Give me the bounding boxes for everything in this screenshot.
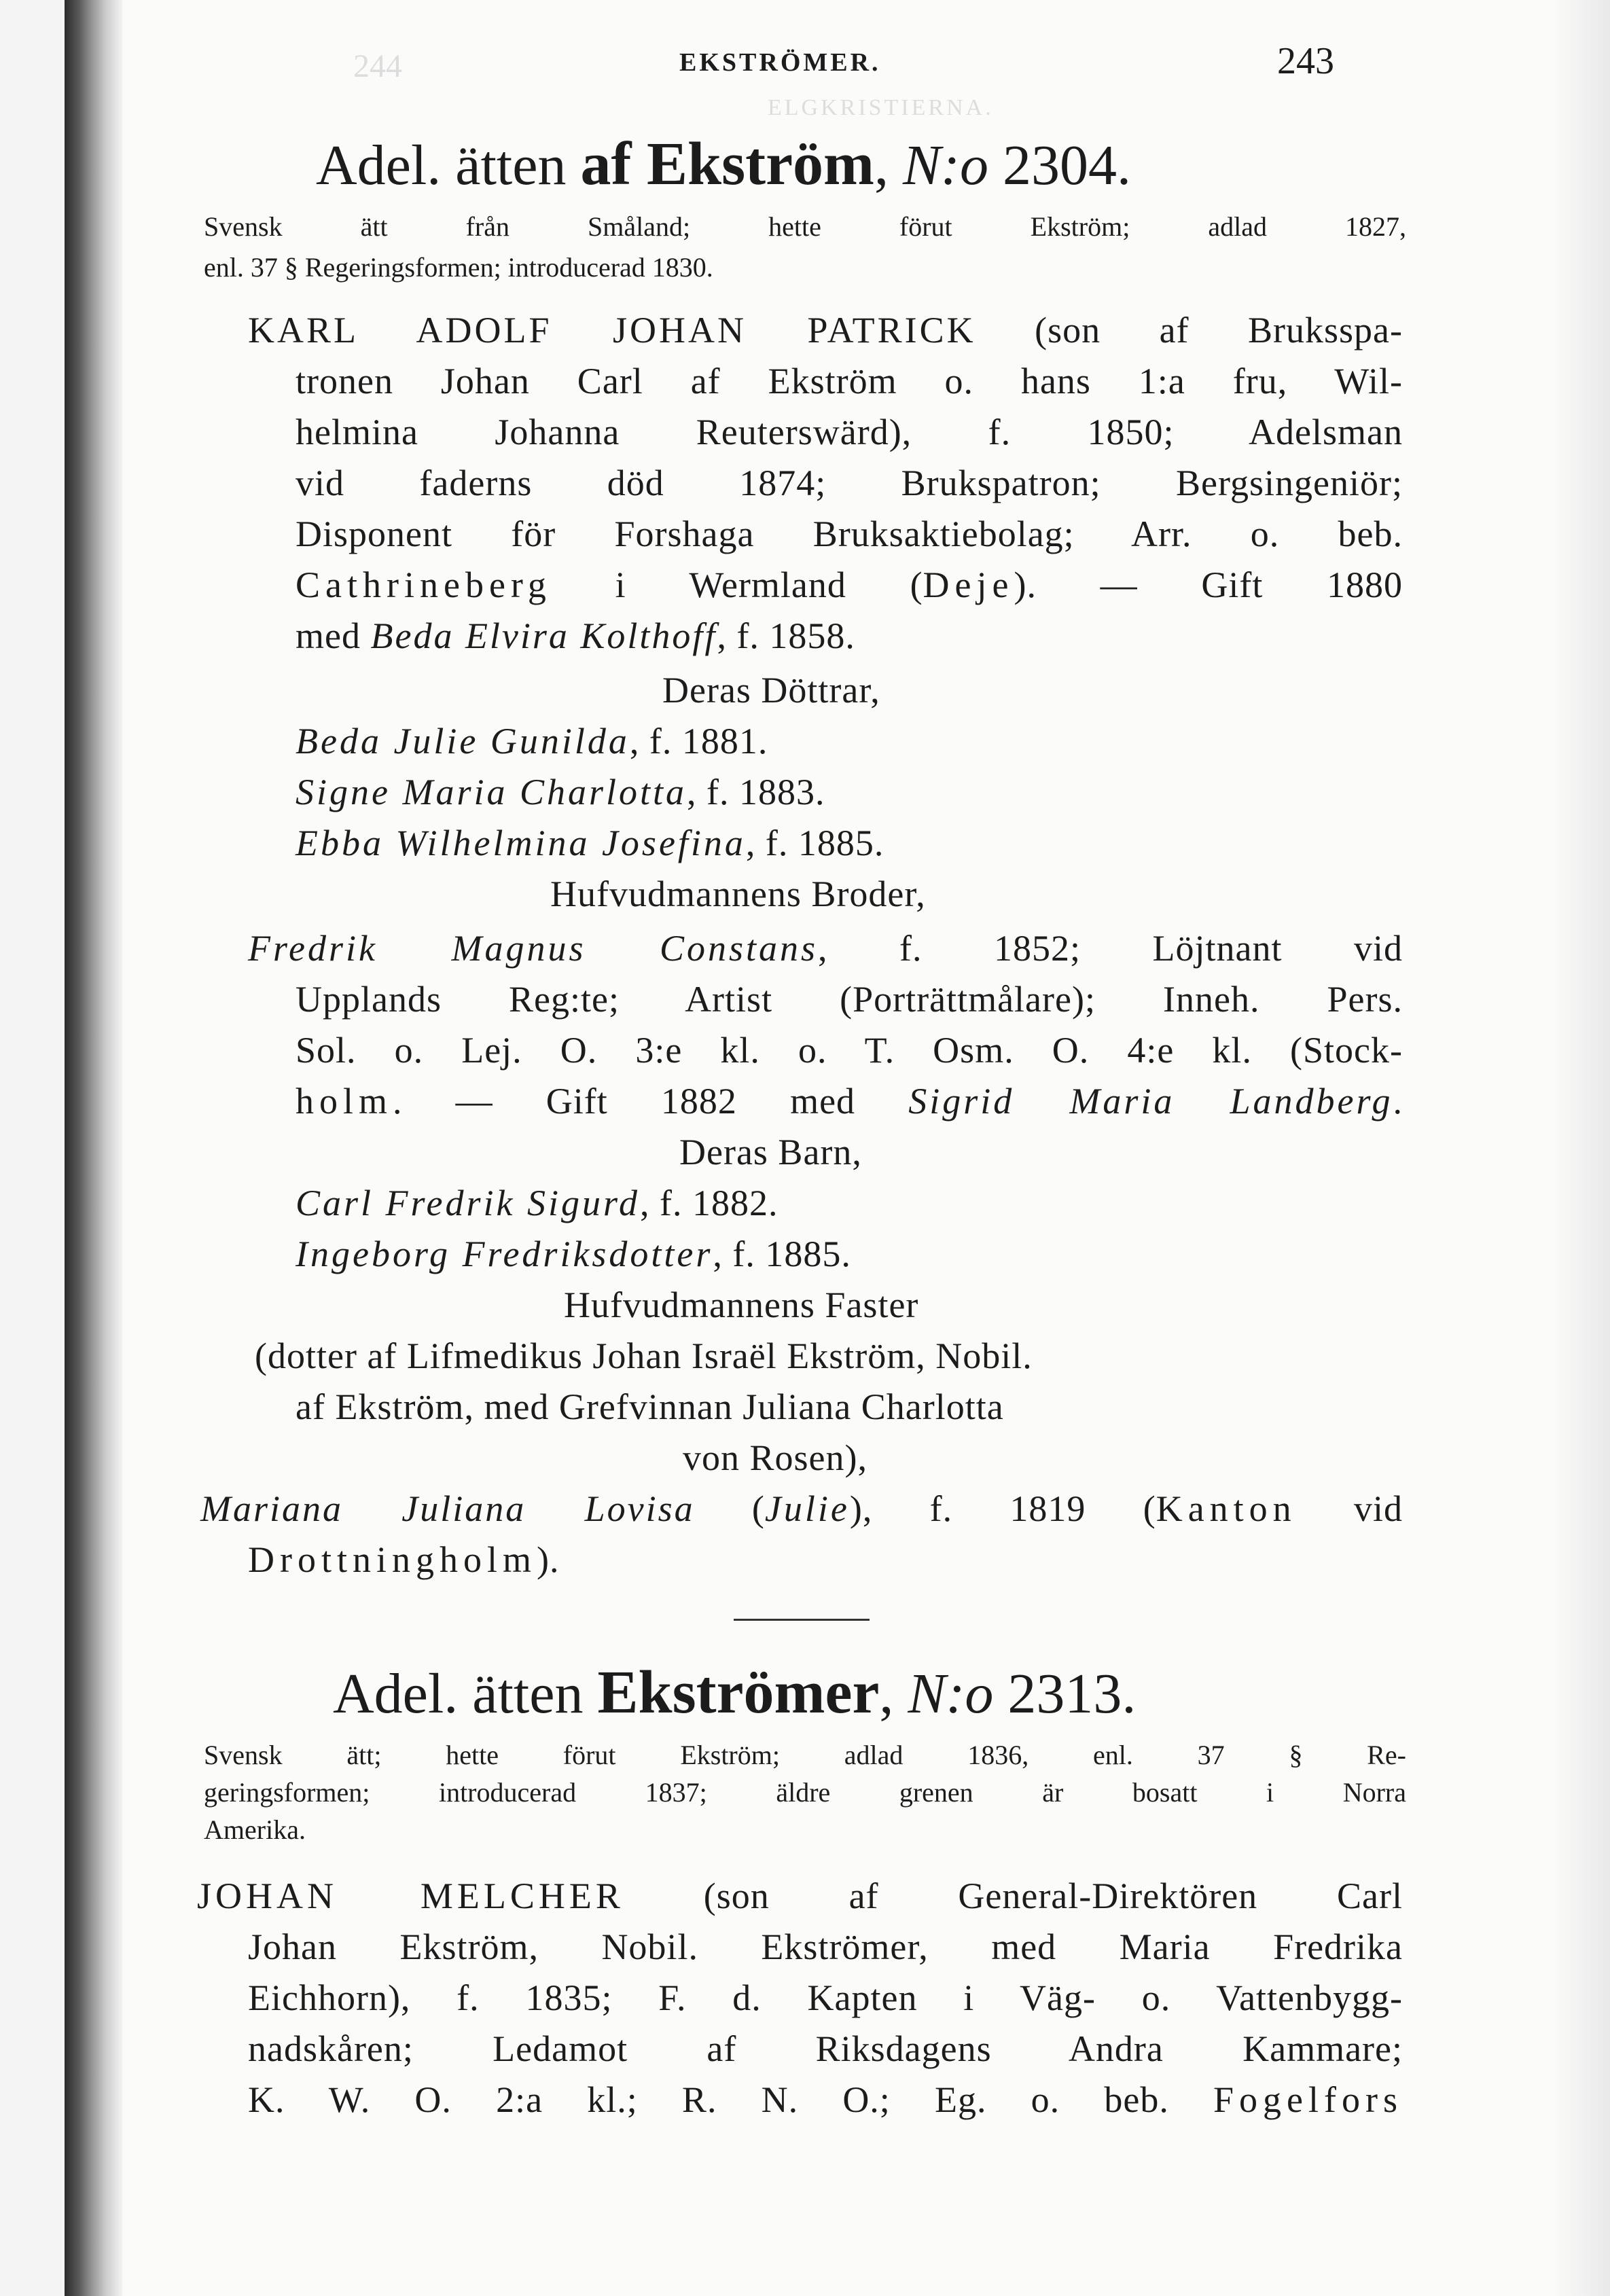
spouse-name: Beda Elvira Kolthoff (370, 615, 717, 656)
paragraph-line: Eichhorn), f. 1835; F. d. Kapten i Väg- o. Vattenbygg- (248, 1977, 1403, 2018)
bleed-through-text: ELGKRISTIERNA. (768, 95, 994, 120)
scan-margin (0, 0, 65, 2296)
bleed-through-text: 244 (353, 48, 402, 84)
head-of-family-name: KARL ADOLF JOHAN PATRICK (248, 310, 976, 351)
running-head: EKSTRÖMER. (679, 48, 881, 77)
head-of-family-name: JOHAN MELCHER (197, 1876, 624, 1916)
paragraph-line: nadskåren; Ledamot af Riksdagens Andra Kammare; (248, 2028, 1403, 2069)
section-divider (734, 1619, 870, 1621)
paragraph-line: Upplands Reg:te; Artist (Porträttmålare); Inneh. Pers. (296, 979, 1403, 1020)
head-of-family-line: JOHAN MELCHER (son af General-Direktören Carl (197, 1876, 1403, 1916)
paragraph-line: Johan Ekström, Nobil. Ekströmer, med Maria Fredrika (248, 1926, 1403, 1967)
paragraph-line: med Beda Elvira Kolthoff, f. 1858. (296, 615, 855, 656)
paragraph-line: helmina Johanna Reuterswärd), f. 1850; Adelsman (296, 412, 1403, 452)
family-member: Beda Julie Gunilda, f. 1881. (296, 721, 768, 761)
paragraph-line: tronen Johan Carl af Ekström o. hans 1:a fru, Wil- (296, 361, 1403, 401)
family-note: geringsformen; introducerad 1837; äldre grenen är bosatt i Norra (204, 1777, 1406, 1808)
paragraph-line: von Rosen), (683, 1437, 867, 1478)
page-number: 243 (1277, 40, 1334, 82)
family-note: Amerika. (204, 1814, 306, 1845)
paragraph-line: af Ekström, med Grefvinnan Juliana Charlotta (296, 1386, 1004, 1427)
family-note: enl. 37 § Regeringsformen; introducerad 1830. (204, 252, 713, 283)
family-member: Mariana Juliana Lovisa (Julie), f. 1819 (Kanton vid (200, 1488, 1403, 1529)
paragraph-line: Sol. o. Lej. O. 3:e kl. o. T. Osm. O. 4:e kl. (Stock- (296, 1030, 1403, 1071)
head-of-family-line: KARL ADOLF JOHAN PATRICK (son af Bruksspa- (248, 310, 1403, 351)
section-title: Adel. ätten af Ekström, N:o 2304. (316, 130, 1131, 198)
family-member: Ebba Wilhelmina Josefina, f. 1885. (296, 823, 884, 863)
page-edge (1552, 0, 1610, 2296)
family-note: Svensk ätt; hette förut Ekström; adlad 1836, enl. 37 § Re- (204, 1740, 1406, 1770)
paragraph-line: K. W. O. 2:a kl.; R. N. O.; Eg. o. beb. Fogelfors (248, 2079, 1403, 2120)
paragraph-line: (dotter af Lifmedikus Johan Israël Ekström, Nobil. (255, 1335, 1033, 1376)
subheading: Hufvudmannens Faster (564, 1285, 919, 1325)
family-member: Ingeborg Fredriksdotter, f. 1885. (296, 1234, 851, 1274)
subheading: Hufvudmannens Broder, (550, 874, 926, 914)
subheading: Deras Barn, (679, 1132, 862, 1172)
section-title: Adel. ätten Ekströmer, N:o 2313. (333, 1659, 1137, 1726)
paragraph-line: Disponent för Forshaga Bruksaktiebolag; Arr. o. beb. (296, 514, 1403, 554)
paragraph-line: Drottningholm). (248, 1539, 560, 1580)
family-member: Signe Maria Charlotta, f. 1883. (296, 772, 825, 812)
paragraph-line: Cathrineberg i Wermland (Deje). — Gift 1880 (296, 564, 1403, 605)
book-spine-shadow (65, 0, 122, 2296)
family-member: Carl Fredrik Sigurd, f. 1882. (296, 1183, 779, 1223)
family-note: Svensk ätt från Småland; hette förut Ekström; adlad 1827, (204, 211, 1406, 242)
paragraph-line: holm. — Gift 1882 med Sigrid Maria Landberg. (296, 1081, 1403, 1122)
subheading: Deras Döttrar, (662, 670, 880, 711)
paragraph-line: vid faderns död 1874; Brukspatron; Bergsingeniör; (296, 463, 1403, 503)
family-member: Fredrik Magnus Constans, f. 1852; Löjtnant vid (248, 928, 1403, 969)
